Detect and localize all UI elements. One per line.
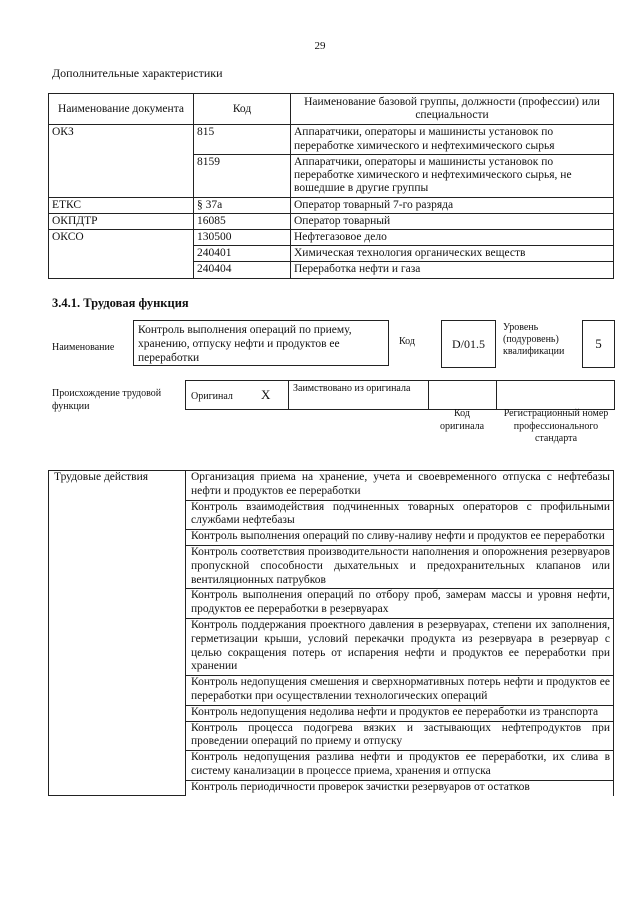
labor-action-item: Контроль процесса подогрева вязких и застывающих нефтепродуктов при проведении операций по приему и отпуску [186, 721, 614, 751]
table-row [49, 262, 614, 278]
cell-document: ОКЗ [49, 125, 194, 154]
name-label: Наименование [52, 342, 115, 353]
cell-name: Аппаратчики, операторы и машинисты установок по переработке химического и нефтехимического сырья [291, 125, 614, 154]
divider [496, 381, 497, 409]
table-row [49, 213, 614, 229]
cell-document: ЕТКС [49, 197, 194, 213]
labor-action-item: Контроль недопущения недолива нефти и продуктов ее переработки из транспорта [186, 705, 614, 721]
header-code: Код [194, 94, 291, 125]
labor-action-item: Контроль поддержания проектного давления в резервуарах, степени их заполнения, герметизации крыши, условий перекачки продукта из резервуара в резервуар с целью сокращения потерь от испарения нефти и продуктов ее переработки при хранении [186, 618, 614, 675]
cell-code: 240404 [194, 262, 291, 278]
cell-document [49, 262, 194, 278]
labor-actions-table [48, 470, 614, 796]
original-label: Оригинал [191, 391, 233, 402]
table-row [49, 125, 614, 154]
qualification-level-box: 5 [582, 320, 615, 368]
labor-action-item: Контроль выполнения операций по отбору проб, замерам массы и уровня нефти, продуктов ее переработки в резервуарах [186, 589, 614, 619]
cell-code: 8159 [194, 154, 291, 197]
cell-document [49, 154, 194, 197]
labor-action-item: Контроль выполнения операций по сливу-наливу нефти и продуктов ее переработки [186, 530, 614, 546]
additional-characteristics-title: Дополнительные характеристики [52, 66, 223, 80]
labor-action-item: Контроль периодичности проверок зачистки резервуаров от остатков [186, 780, 614, 795]
cell-document: ОКСО [49, 229, 194, 245]
additional-characteristics-table [48, 93, 614, 279]
function-name-box: Контроль выполнения операций по приему, хранению, отпуску нефти и продуктов ее переработки [133, 320, 389, 366]
origin-code-label: Код оригинала [439, 408, 485, 432]
page-number: 29 [314, 40, 326, 52]
divider [288, 381, 289, 409]
table-row [49, 197, 614, 213]
table-row [49, 246, 614, 262]
labor-action-item: Организация приема на хранение, учета и своевременного отпуска с нефтебазы нефти и продуктов ее переработки [186, 471, 614, 501]
cell-code: § 37а [194, 197, 291, 213]
divider [428, 381, 429, 409]
header-document: Наименование документа [49, 94, 194, 125]
table-row [49, 471, 614, 501]
cell-document: ОКПДТР [49, 213, 194, 229]
cell-code: 16085 [194, 213, 291, 229]
labor-action-item: Контроль взаимодействия подчиненных товарных операторов с профильными службами нефтебазы [186, 500, 614, 530]
table-row [49, 154, 614, 197]
labor-actions-label: Трудовые действия [49, 471, 186, 796]
cell-name: Химическая технология органических веществ [291, 246, 614, 262]
cell-name: Аппаратчики, операторы и машинисты установок по переработке химического и нефтехимического сырья, не вошедшие в другие группы [291, 154, 614, 197]
cell-name: Оператор товарный 7-го разряда [291, 197, 614, 213]
function-code-box: D/01.5 [441, 320, 496, 368]
original-mark: X [261, 387, 271, 402]
borrowed-label: Заимствовано из оригинала [293, 383, 411, 394]
cell-name: Оператор товарный [291, 213, 614, 229]
labor-action-item: Контроль соответствия производительности наполнения и опорожнения резервуаров пропускной способности дыхательных и предохранительных клапанов или вентиляционных патрубков [186, 545, 614, 588]
cell-name: Переработка нефти и газа [291, 262, 614, 278]
cell-code: 130500 [194, 229, 291, 245]
header-group-name: Наименование базовой группы, должности (профессии) или специальности [291, 94, 614, 125]
labor-function-title: 3.4.1. Трудовая функция [52, 296, 189, 310]
table-row [49, 229, 614, 245]
labor-action-item: Контроль недопущения разлива нефти и продуктов ее переработки, их слива в систему канализации в процессе приема, хранения и отпуска [186, 751, 614, 781]
code-label: Код [399, 336, 415, 347]
labor-action-item: Контроль недопущения смешения и сверхнормативных потерь нефти и продуктов ее переработки при осуществлении технологических операций [186, 676, 614, 706]
cell-code: 240401 [194, 246, 291, 262]
origin-row [185, 380, 615, 410]
registration-number-label: Регистрационный номер профессионального стандарта [503, 408, 609, 444]
cell-name: Нефтегазовое дело [291, 229, 614, 245]
level-label: Уровень (подуровень) квалификации [503, 322, 565, 357]
cell-code: 815 [194, 125, 291, 154]
cell-document [49, 246, 194, 262]
origin-label: Происхождение трудовой функции [52, 388, 162, 412]
